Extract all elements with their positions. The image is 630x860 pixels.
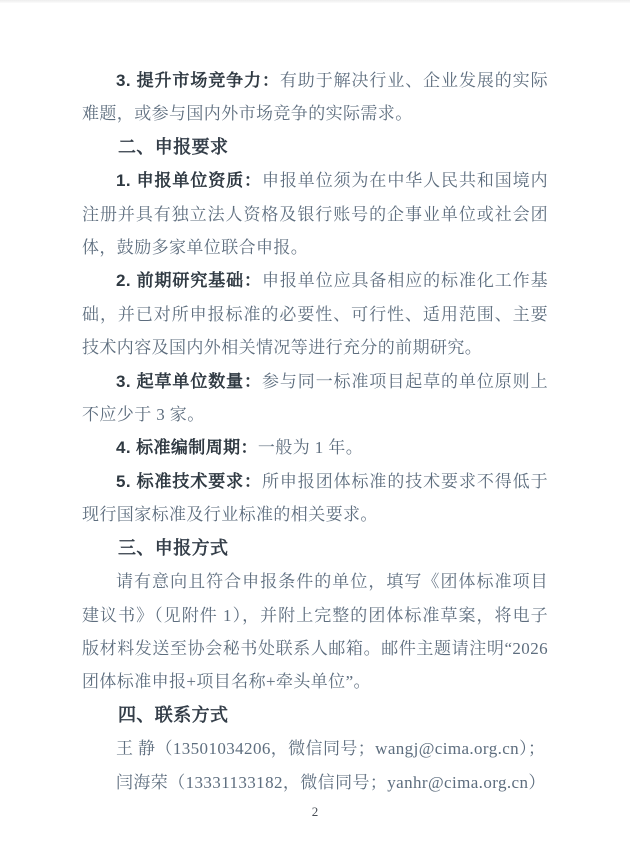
paragraph bbox=[82, 64, 548, 131]
paragraph-lead-label: 2. 前期研究基础： bbox=[116, 271, 262, 291]
paragraph-text: 请有意向且符合申报条件的单位，填写《团体标准项目建议书》（见附件 1），并附上完整的团体标准草案，将电子版材料发送至协会秘书处联系人邮箱。邮件主题请注明“2026 团体标准申报+项目名称+牵头单位”。 bbox=[82, 572, 548, 692]
paragraph bbox=[82, 732, 548, 765]
paragraph-text: 一般为 1 年。 bbox=[257, 438, 364, 458]
paragraph-lead-label: 3. 起草单位数量： bbox=[116, 371, 262, 391]
paragraph bbox=[82, 565, 548, 699]
paragraph-text: 参与同一标准项目起草的单位原则上不应少于 3 家。 bbox=[82, 371, 548, 425]
paragraph-text: 有助于解决行业、企业发展的实际难题，或参与国内外市场竞争的实际需求。 bbox=[82, 71, 548, 124]
paragraph bbox=[82, 431, 548, 464]
paragraph-text: 闫海荣（13331133182，微信同号；yanhr@cima.org.cn） bbox=[116, 772, 546, 792]
paragraph-text: 申报单位须为在中华人民共和国境内注册并具有独立法人资格及银行账号的企事业单位或社会团体，鼓励多家单位联合申报。 bbox=[82, 171, 548, 258]
section-heading bbox=[82, 131, 548, 164]
section-heading-text: 三、申报方式 bbox=[118, 537, 229, 558]
section-heading-text: 二、申报要求 bbox=[118, 136, 229, 157]
scan-top-edge bbox=[0, 0, 630, 3]
section-heading bbox=[82, 532, 548, 565]
paragraph-lead-label: 1. 申报单位资质： bbox=[116, 171, 262, 191]
paragraph-lead-label: 5. 标准技术要求： bbox=[116, 471, 262, 491]
paragraph bbox=[82, 465, 548, 532]
paragraph-text: 所申报团体标准的技术要求不得低于现行国家标准及行业标准的相关要求。 bbox=[82, 471, 548, 525]
paragraph bbox=[82, 365, 548, 432]
paragraph-text: 申报单位应具备相应的标准化工作基础，并已对所申报标准的必要性、可行性、适用范围、主要技术内容及国内外相关情况等进行充分的前期研究。 bbox=[82, 271, 548, 358]
section-heading-text: 四、联系方式 bbox=[118, 704, 229, 725]
page-number: 2 bbox=[311, 804, 319, 819]
paragraph bbox=[82, 766, 548, 799]
paragraph-lead-label: 3. 提升市场竞争力： bbox=[116, 71, 280, 90]
document-body bbox=[82, 64, 548, 799]
paragraph-text: 王 静（13501034206，微信同号；wangj@cima.org.cn）； bbox=[116, 739, 546, 759]
paragraph-lead-label: 4. 标准编制周期： bbox=[116, 438, 258, 458]
paragraph bbox=[82, 164, 548, 264]
section-heading bbox=[82, 699, 548, 732]
paragraph bbox=[82, 264, 548, 364]
